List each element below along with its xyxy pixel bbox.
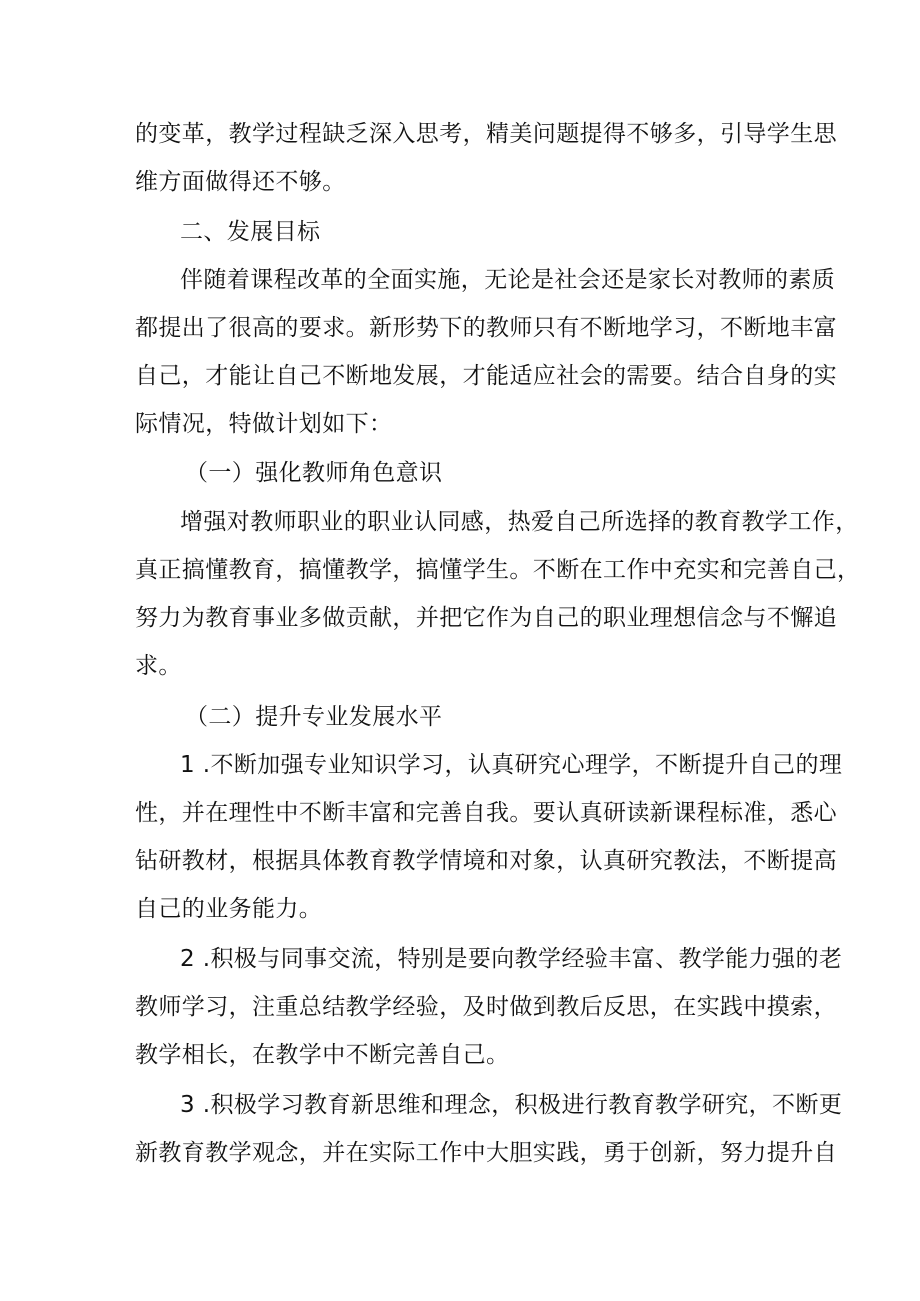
- list-item-start: 3 .积极学习教育新思维和理念，积极进行教育教学研究，不断更: [180, 1092, 843, 1118]
- text-line: 求。: [135, 653, 182, 679]
- subsection-heading: （一）强化教师角色意识: [185, 460, 443, 486]
- text-line: 都提出了很高的要求。新形势下的教师只有不断地学习，不断地丰富: [135, 315, 837, 341]
- text-line: 教学相长，在教学中不断完善自己。: [135, 1042, 510, 1068]
- text-line: 教师学习，注重总结教学经验，及时做到教后反思，在实践中摸索，: [135, 994, 837, 1020]
- text-line: 维方面做得还不够。: [135, 169, 346, 195]
- text-line: 新教育教学观念，并在实际工作中大胆实践，勇于创新，努力提升自: [135, 1140, 837, 1166]
- text-line: 性，并在理性中不断丰富和完善自我。要认真研读新课程标准，悉心: [135, 800, 837, 826]
- subsection-heading: （二）提升专业发展水平: [185, 704, 443, 730]
- list-item-start: 1 .不断加强专业知识学习，认真研究心理学，不断提升自己的理: [180, 752, 843, 778]
- list-item-start: 2 .积极与同事交流，特别是要向教学经验丰富、教学能力强的老: [180, 946, 843, 972]
- paragraph-start: 增强对教师职业的职业认同感，热爱自己所选择的教育教学工作，: [180, 509, 859, 535]
- text-line: 真正搞懂教育，搞懂教学，搞懂学生。不断在工作中充实和完善自己，: [135, 557, 861, 583]
- text-line: 努力为教育事业多做贡献，并把它作为自己的职业理想信念与不懈追: [135, 605, 837, 631]
- paragraph-start: 伴随着课程改革的全面实施，无论是社会还是家长对教师的素质: [180, 267, 836, 293]
- text-line: 钻研教材，根据具体教育教学情境和对象，认真研究教法，不断提高: [135, 848, 837, 874]
- text-line: 际情况，特做计划如下：: [135, 411, 393, 437]
- text-line: 自己，才能让自己不断地发展，才能适应社会的需要。结合自身的实: [135, 363, 837, 389]
- section-heading: 二、发展目标: [180, 219, 321, 245]
- text-line: 自己的业务能力。: [135, 896, 323, 922]
- text-line: 的变革，教学过程缺乏深入思考，精美问题提得不够多，引导学生思: [135, 121, 837, 147]
